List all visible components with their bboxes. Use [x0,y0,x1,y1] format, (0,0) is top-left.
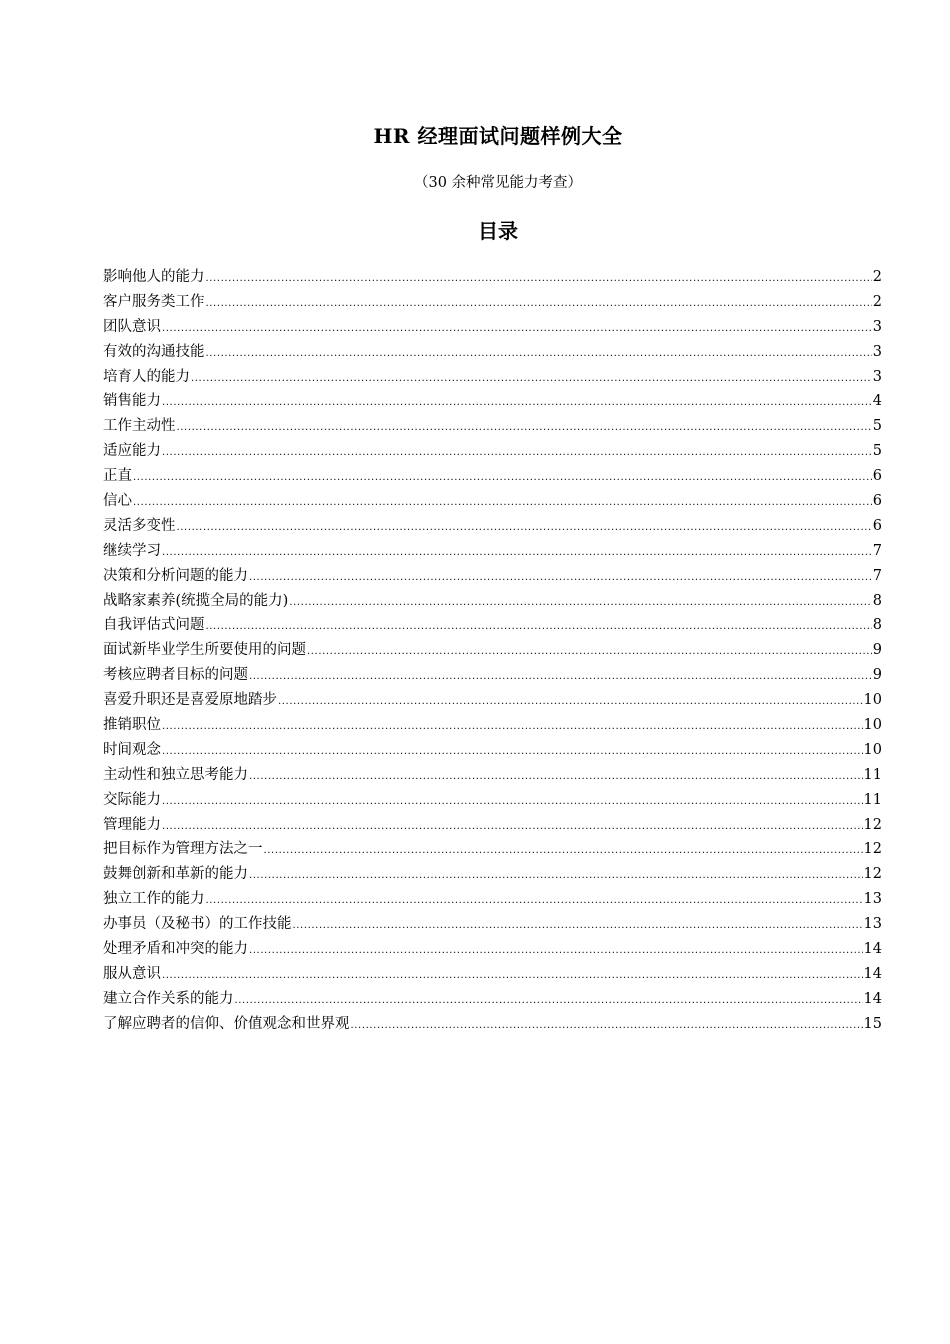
toc-entry-page: 7 [872,567,882,584]
toc-dot-leader [133,466,872,491]
toc-entry-page: 11 [863,766,882,783]
toc-entry[interactable] [103,514,882,539]
toc-dot-leader [162,317,872,342]
toc-entry-label: 决策和分析问题的能力 [103,567,248,584]
toc-entry[interactable] [103,389,882,414]
toc-entry[interactable] [103,862,882,887]
toc-entry[interactable] [103,613,882,638]
toc-dot-leader [133,491,872,516]
toc-entry[interactable] [103,962,882,987]
toc-dot-leader [162,964,863,989]
table-of-contents [103,265,882,1037]
toc-entry-page: 13 [863,891,882,908]
toc-dot-leader [249,765,863,790]
toc-dot-leader [162,715,863,740]
toc-entry-label: 销售能力 [103,393,161,410]
toc-dot-leader [264,839,863,864]
toc-entry-page: 3 [872,318,882,335]
toc-entry-label: 独立工作的能力 [103,891,205,908]
toc-entry[interactable] [103,464,882,489]
toc-dot-leader [249,566,872,591]
toc-entry-label: 继续学习 [103,542,161,559]
toc-entry[interactable] [103,638,882,663]
toc-entry[interactable] [103,937,882,962]
toc-dot-leader [177,416,872,441]
toc-entry-page: 8 [872,592,882,609]
toc-entry-label: 面试新毕业学生所要使用的问题 [103,642,306,659]
toc-dot-leader [162,815,863,840]
toc-entry[interactable] [103,365,882,390]
toc-dot-leader [307,640,872,665]
toc-entry-label: 了解应聘者的信仰、价值观念和世界观 [103,1015,350,1032]
toc-entry-label: 适应能力 [103,443,161,460]
toc-entry[interactable] [103,315,882,340]
toc-entry-page: 11 [863,791,882,808]
toc-entry-label: 交际能力 [103,791,161,808]
toc-entry[interactable] [103,837,882,862]
toc-entry-label: 办事员（及秘书）的工作技能 [103,916,292,933]
toc-entry-label: 灵活多变性 [103,517,176,534]
toc-entry-page: 12 [863,866,882,883]
toc-dot-leader [278,690,863,715]
toc-entry[interactable] [103,912,882,937]
toc-entry-label: 喜爱升职还是喜爱原地踏步 [103,692,277,709]
toc-entry[interactable] [103,340,882,365]
toc-entry[interactable] [103,589,882,614]
toc-entry-label: 考核应聘者目标的问题 [103,667,248,684]
toc-dot-leader [162,740,863,765]
toc-entry[interactable] [103,813,882,838]
toc-entry-label: 管理能力 [103,816,161,833]
toc-dot-leader [249,939,863,964]
toc-entry-page: 6 [872,468,882,485]
toc-entry-page: 12 [863,841,882,858]
toc-dot-leader [351,1014,863,1039]
toc-entry-label: 信心 [103,493,132,510]
toc-entry[interactable] [103,713,882,738]
toc-entry[interactable] [103,539,882,564]
toc-dot-leader [206,889,863,914]
toc-entry[interactable] [103,987,882,1012]
toc-dot-leader [162,790,863,815]
toc-entry-label: 推销职位 [103,717,161,734]
toc-entry[interactable] [103,663,882,688]
document-title: HR 经理面试问题样例大全 [373,124,623,148]
toc-entry[interactable] [103,688,882,713]
toc-entry[interactable] [103,1012,882,1037]
toc-entry-label: 时间观念 [103,741,161,758]
toc-dot-leader [206,267,872,292]
toc-dot-leader [177,516,872,541]
toc-entry-page: 9 [872,642,882,659]
toc-entry-label: 正直 [103,468,132,485]
toc-entry-page: 9 [872,667,882,684]
toc-entry-label: 工作主动性 [103,418,176,435]
toc-dot-leader [206,615,872,640]
toc-entry-label: 把目标作为管理方法之一 [103,841,263,858]
toc-entry-page: 5 [872,443,882,460]
toc-entry-label: 鼓舞创新和革新的能力 [103,866,248,883]
toc-heading: 目录 [478,219,518,243]
toc-entry-page: 5 [872,418,882,435]
toc-entry[interactable] [103,414,882,439]
toc-entry-page: 2 [872,269,882,285]
toc-entry-page: 13 [863,916,882,933]
toc-entry-page: 10 [863,741,882,758]
toc-dot-leader [162,441,872,466]
toc-entry-page: 10 [863,717,882,734]
toc-entry-label: 客户服务类工作 [103,293,205,310]
toc-entry-label: 自我评估式问题 [103,617,205,634]
toc-entry[interactable] [103,738,882,763]
toc-entry[interactable] [103,564,882,589]
toc-entry-page: 4 [872,393,882,410]
toc-entry-page: 12 [863,816,882,833]
toc-entry-label: 有效的沟通技能 [103,343,205,360]
toc-entry-page: 14 [863,941,882,958]
toc-entry-label: 建立合作关系的能力 [103,990,234,1007]
toc-dot-leader [162,541,872,566]
toc-entry-label: 处理矛盾和冲突的能力 [103,941,248,958]
toc-entry[interactable] [103,887,882,912]
toc-entry-page: 6 [872,517,882,534]
toc-dot-leader [249,665,872,690]
toc-entry-label: 影响他人的能力 [103,269,205,285]
toc-entry-page: 7 [872,542,882,559]
toc-dot-leader [206,292,872,317]
toc-entry-page: 6 [872,493,882,510]
toc-entry-page: 14 [863,965,882,982]
toc-entry-page: 10 [863,692,882,709]
toc-entry-page: 8 [872,617,882,634]
toc-entry[interactable] [103,290,882,315]
toc-entry-page: 3 [872,368,882,385]
toc-dot-leader [191,367,872,392]
toc-entry-label: 服从意识 [103,965,161,982]
toc-entry-label: 主动性和独立思考能力 [103,766,248,783]
toc-dot-leader [235,989,863,1014]
toc-dot-leader [289,591,871,616]
toc-entry-page: 14 [863,990,882,1007]
toc-entry-label: 团队意识 [103,318,161,335]
toc-entry[interactable] [103,439,882,464]
document-subtitle: （30 余种常见能力考查） [413,175,583,191]
toc-entry-page: 15 [863,1015,882,1032]
toc-entry[interactable] [103,265,882,290]
toc-entry[interactable] [103,763,882,788]
toc-dot-leader [162,391,872,416]
toc-dot-leader [249,864,863,889]
toc-entry[interactable] [103,489,882,514]
toc-entry-page: 3 [872,343,882,360]
toc-entry-label: 战略家素养(统揽全局的能力) [103,592,289,609]
toc-entry[interactable] [103,788,882,813]
toc-entry-page: 2 [872,293,882,310]
toc-entry-label: 培育人的能力 [103,368,190,385]
toc-dot-leader [206,342,872,367]
toc-dot-leader [293,914,863,939]
